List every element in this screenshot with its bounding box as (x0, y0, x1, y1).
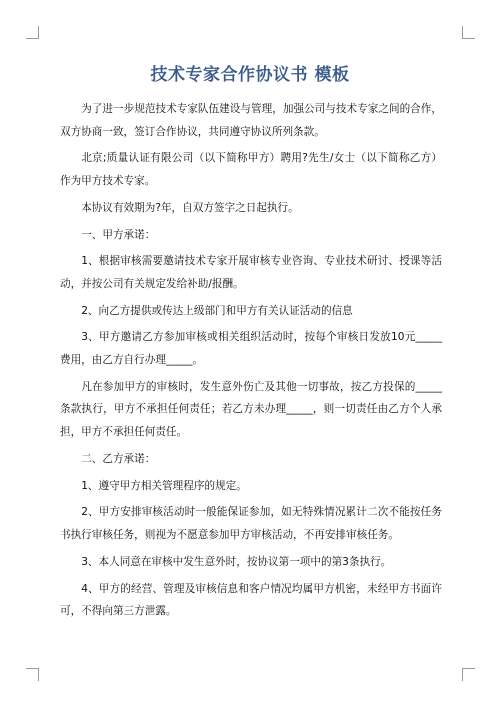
crop-mark-top-right (462, 26, 475, 39)
clause-b2: 2、甲方安排审核活动时一般能保证参加，如无特殊情况累计二次不能按任务书执行审核任务，则视为不愿意参加甲方审核活动，不再安排审核任务。 (60, 506, 442, 541)
crop-mark-bottom-right (462, 668, 475, 681)
crop-mark-bottom-left (26, 668, 39, 681)
paragraph-intro: 为了进一步规范技术专家队伍建设与管理，加强公司与技术专家之间的合作，双方协商一致，签订合作协议，共同遵守协议所列条款。 (60, 103, 442, 138)
paragraph-validity: 本协议有效期为?年，自双方签字之日起执行。 (81, 201, 299, 214)
clause-b3: 3、本人同意在审核中发生意外时，按协议第一项中的第3条执行。 (81, 555, 392, 568)
clause-a3: 3、甲方邀请乙方参加审核或相关组织活动时，按每个审核日发放10元_____费用，由乙方自行办理_____。 (60, 331, 442, 367)
document-title: 技术专家合作协议书 模板 (150, 65, 350, 85)
clause-b4: 4、甲方的经营、管理及审核信息和客户情况均属甲方机密，未经甲方书面许可，不得向第三方泄露。 (60, 582, 442, 618)
document-body (60, 98, 442, 627)
clause-b1: 1、遵守甲方相关管理程序的规定。 (81, 479, 247, 492)
heading-party-b: 二、乙方承诺： (81, 452, 156, 465)
crop-mark-top-left (26, 26, 39, 39)
paragraph-parties: 北京;质量认证有限公司（以下简称甲方）聘用?先生/女士（以下简称乙方）作为甲方技术专家。 (60, 152, 442, 187)
clause-a1: 1、根据审核需要邀请技术专家开展审核专业咨询、专业技术研讨、授课等活动，并按公司有关规定发给补助/报酬。 (60, 255, 442, 290)
clause-a3-insurance: 凡在参加甲方的审核时，发生意外伤亡及其他一切事故，按乙方投保的_____条款执行，甲方不承担任何责任；若乙方未办理_____，则一切责任由乙方个人承担，甲方不承担任何责任。 (60, 380, 442, 439)
heading-party-a: 一、甲方承诺： (81, 228, 156, 241)
clause-a2: 2、向乙方提供或传达上级部门和甲方有关认证活动的信息 (81, 304, 353, 317)
